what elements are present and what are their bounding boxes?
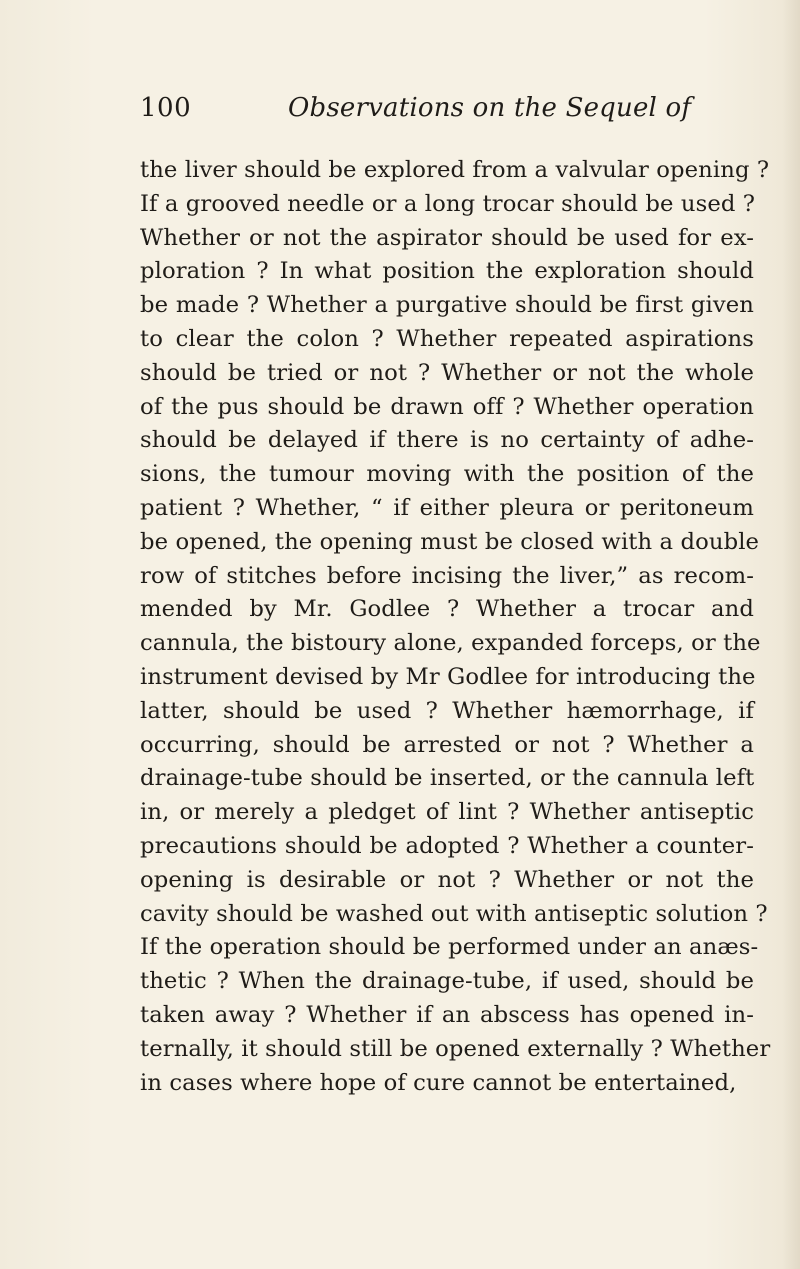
page-header (140, 88, 740, 128)
text-line: in, or merely a pledget of lint ? Whether antiseptic (140, 799, 754, 826)
text-line: of the pus should be drawn off ? Whether operation (140, 393, 754, 420)
text-line: should be tried or not ? Whether or not the whole (140, 359, 754, 386)
text-line: drainage-tube should be inserted, or the cannula left (140, 765, 755, 792)
text-line: row of stitches before incising the liver,” as recom- (140, 562, 754, 589)
text-line: occurring, should be arrested or not ? Whether a (140, 731, 754, 758)
text-line: patient ? Whether, “ if either pleura or peritoneum (140, 494, 754, 521)
text-line: opening is desirable or not ? Whether or not the (140, 866, 754, 893)
text-line: thetic ? When the drainage-tube, if used, should be (140, 968, 754, 995)
text-line: latter, should be used ? Whether hæmorrhage, if (140, 697, 754, 724)
text-line: to clear the colon ? Whether repeated aspirations (140, 325, 754, 352)
text-line: be made ? Whether a purgative should be first given (140, 292, 754, 319)
text-line: If a grooved needle or a long trocar should be used ? (140, 190, 756, 217)
text-line: taken away ? Whether if an abscess has opened in- (140, 1001, 754, 1028)
page-number: 100 (140, 93, 192, 123)
text-line: cannula, the bistoury alone, expanded forceps, or the (140, 630, 761, 657)
running-title: Observations on the Sequel of (288, 93, 692, 123)
body-text (140, 154, 771, 1100)
text-line: cavity should be washed out with antiseptic solution ? (140, 900, 768, 927)
text-line: the liver should be explored from a valvular opening ? (140, 157, 770, 183)
text-line: be opened, the opening must be closed with a double (140, 528, 760, 555)
text-line: should be delayed if there is no certainty of adhe- (140, 427, 754, 454)
text-line: sions, the tumour moving with the position of the (140, 461, 754, 488)
text-line: If the operation should be performed under an anæs- (140, 934, 759, 961)
text-line: in cases where hope of cure cannot be entertained, (140, 1069, 737, 1096)
text-line: ternally, it should still be opened externally ? Whether (140, 1035, 771, 1062)
text-line: mended by Mr. Godlee ? Whether a trocar and (140, 596, 754, 623)
text-line: instrument devised by Mr Godlee for introducing the (140, 663, 756, 690)
text-line: ploration ? In what position the exploration should (140, 258, 754, 285)
text-line: precautions should be adopted ? Whether a counter- (140, 832, 754, 859)
text-line: Whether or not the aspirator should be used for ex- (140, 224, 754, 251)
page-edge-shadow (782, 0, 800, 1269)
